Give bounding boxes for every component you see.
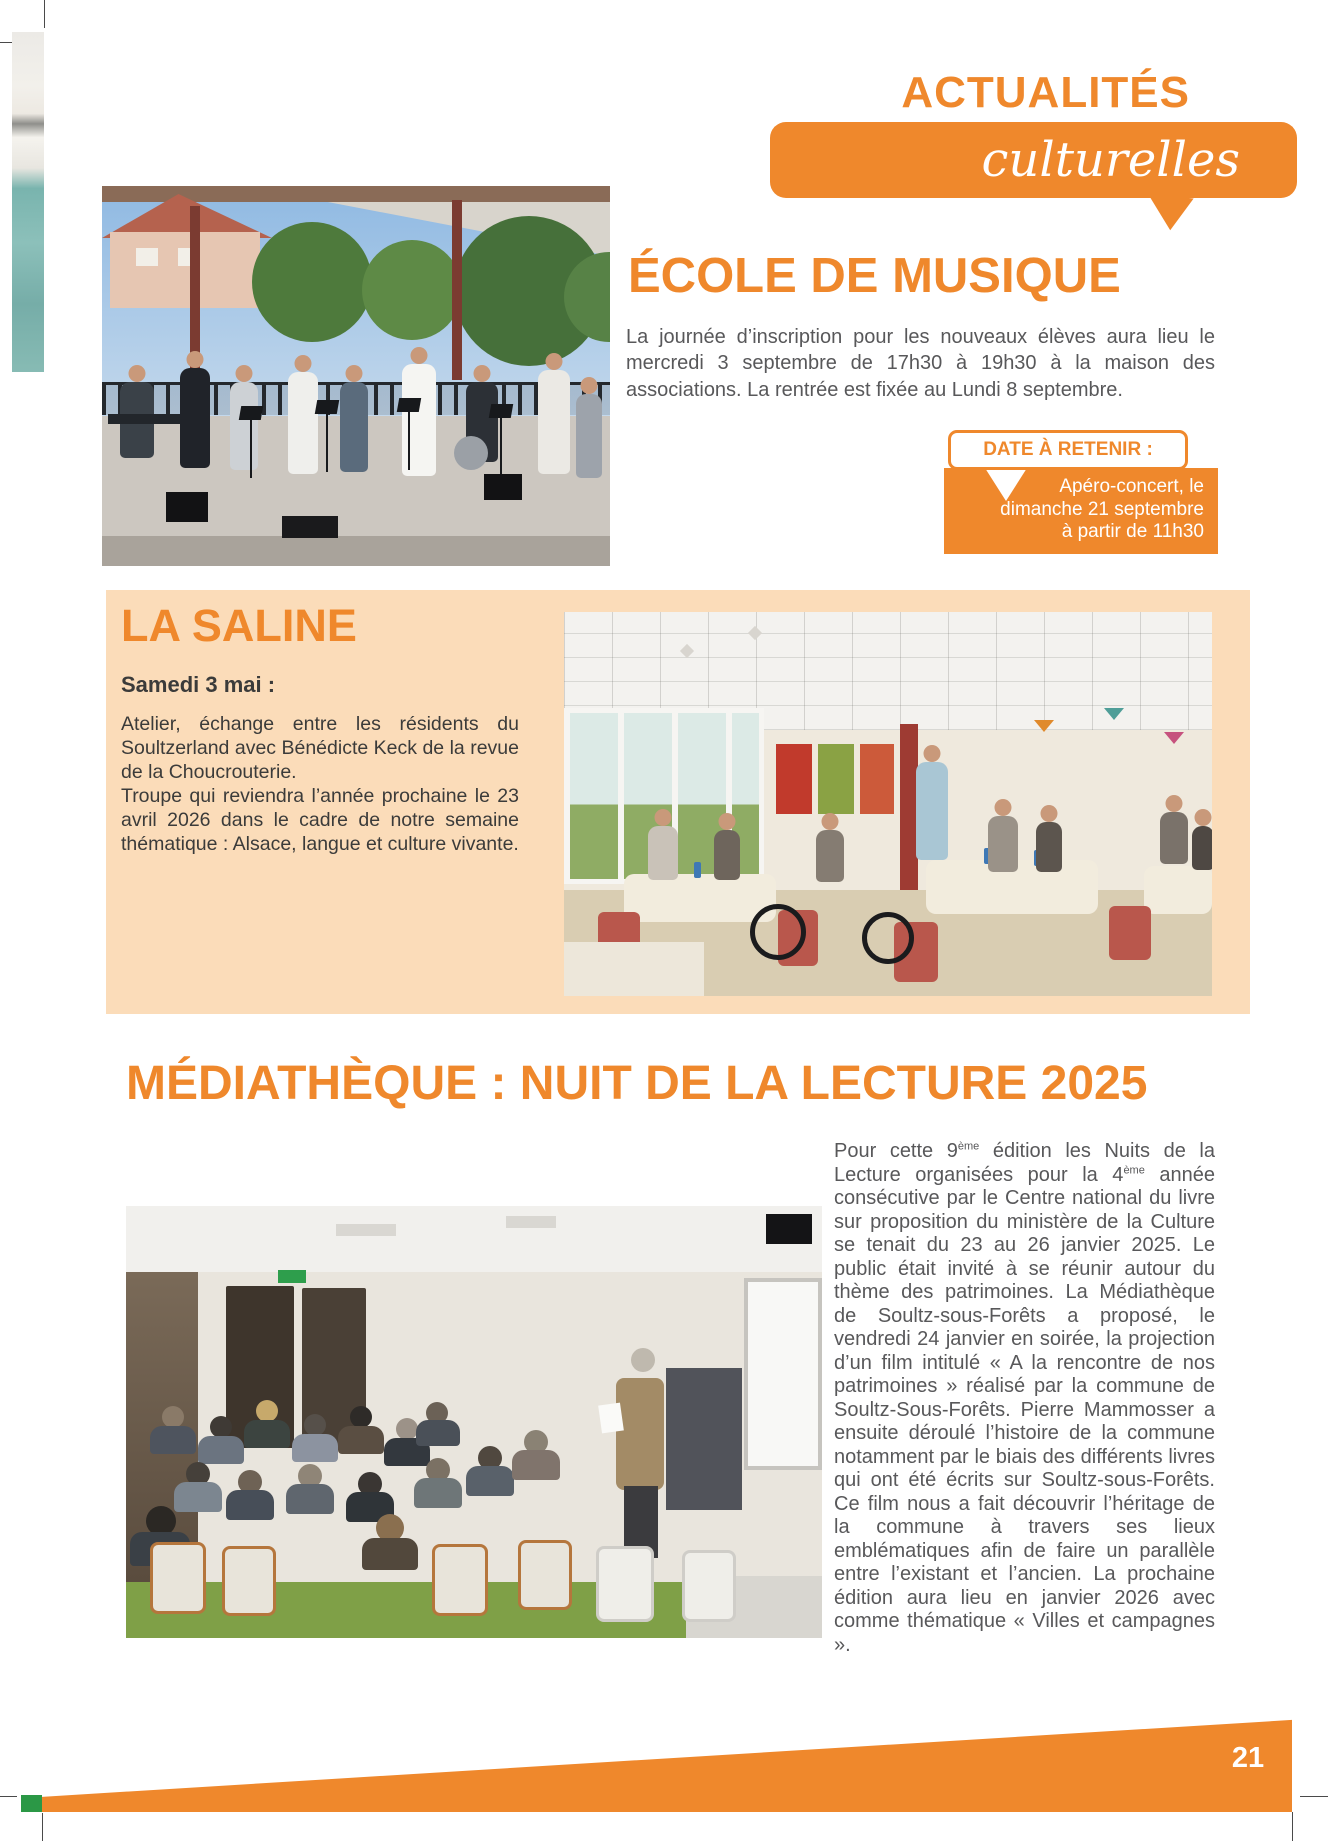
footer-wedge xyxy=(42,1718,1292,1813)
audience-head xyxy=(304,1414,326,1436)
table xyxy=(624,874,776,922)
crop-mark-bottom-left-v xyxy=(42,1813,43,1841)
ceiling-vent xyxy=(336,1224,396,1236)
audience-head xyxy=(350,1406,372,1428)
mediatheque-photo xyxy=(126,1206,822,1638)
crop-mark-bottom-right-h xyxy=(1300,1796,1328,1797)
table xyxy=(1144,866,1212,914)
chair xyxy=(432,1544,488,1616)
audience-shoulders xyxy=(362,1538,418,1570)
footer-green-block xyxy=(21,1795,42,1812)
saline-body-2: Troupe qui reviendra l’année prochaine le 23 avril 2026 dans le cadre de notre semaine thématique : Alsace, langue et culture vivante. xyxy=(121,785,519,855)
keyboard xyxy=(108,414,190,424)
section-title-saline: LA SALINE xyxy=(121,600,357,651)
floor-monitor xyxy=(282,516,338,538)
tree xyxy=(252,222,372,342)
pavement-edge xyxy=(102,536,610,566)
mediatheque-body xyxy=(834,1140,1215,1657)
musician xyxy=(576,394,602,478)
date-line: dimanche 21 septembre xyxy=(1000,498,1204,520)
chair xyxy=(682,1550,736,1622)
presenter-head xyxy=(631,1348,655,1372)
down-arrow-icon xyxy=(985,468,1027,501)
chair xyxy=(150,1542,206,1614)
section-title-ecole: ÉCOLE DE MUSIQUE xyxy=(628,249,1121,303)
audience-shoulders xyxy=(174,1482,222,1512)
seated-resident xyxy=(648,826,678,880)
music-stand xyxy=(250,420,252,478)
crop-mark-bottom-left-h xyxy=(0,1796,17,1797)
wall-art xyxy=(776,744,812,814)
audience-head xyxy=(162,1406,184,1428)
foreground-table xyxy=(564,942,704,996)
seated-resident xyxy=(714,830,740,880)
speaker-box xyxy=(766,1214,812,1244)
musician xyxy=(230,382,258,470)
bubble-tail xyxy=(1144,194,1193,233)
wall-art xyxy=(860,744,894,814)
music-stand xyxy=(408,412,410,470)
seated-resident xyxy=(1036,822,1062,872)
body-text: édition les Nuits de la Lecture organisées pour la 4 xyxy=(834,1140,1216,1186)
house-window xyxy=(136,248,158,266)
audience-head xyxy=(210,1416,232,1438)
presenter-paper xyxy=(598,1403,624,1434)
audience-shoulders xyxy=(338,1426,384,1454)
audience-shoulders xyxy=(292,1434,338,1462)
musician-singer xyxy=(180,368,210,468)
tree xyxy=(362,240,462,340)
audience-shoulders xyxy=(512,1450,560,1480)
audience-head xyxy=(256,1400,278,1422)
ceiling xyxy=(126,1206,822,1272)
chair xyxy=(518,1540,572,1610)
bird-decoration xyxy=(1164,732,1184,744)
chair xyxy=(222,1546,276,1616)
audience-shoulders xyxy=(416,1420,460,1446)
bird-decoration xyxy=(1034,720,1054,732)
musician-flautist xyxy=(538,370,570,474)
seated-resident xyxy=(988,816,1018,872)
audience-shoulders xyxy=(414,1478,462,1508)
musician xyxy=(288,372,318,474)
bird-decoration xyxy=(1104,708,1124,720)
audience-head xyxy=(396,1418,418,1440)
wheelchair-wheel xyxy=(750,904,806,960)
exit-sign xyxy=(278,1270,306,1283)
date-a-retenir-box xyxy=(944,468,1218,554)
presenter-body xyxy=(616,1378,664,1490)
superscript: ème xyxy=(957,1140,980,1153)
band-photo xyxy=(102,186,610,566)
crop-mark-bottom-right-v xyxy=(1292,1812,1293,1841)
bubble-label: culturelles xyxy=(981,132,1240,188)
house xyxy=(110,232,260,308)
audience-shoulders xyxy=(286,1484,334,1514)
audience-shoulders xyxy=(244,1420,290,1448)
speaker-box xyxy=(484,474,522,500)
culturelles-bubble xyxy=(770,122,1297,198)
projection-screen xyxy=(744,1278,822,1470)
music-stand xyxy=(326,414,328,472)
chair xyxy=(596,1546,654,1622)
body-text: année consécutive par le Centre national du livre sur proposition du ministère de la Culture se tenait du 23 au 26 janvier 2025. Le public était invité à se réunir autour du thème des patrimoines. La Médiathèque de Soultz-sous-Forêts a proposé, le vendredi 24 janvier en soirée, la projection d’un film intitulé « A la rencontre de nos patrimoines » réalisé par la commune de Soultz-Sous-Forêts. Pierre Mammosser a ensuite déroulé l’histoire de la commune notamment par le biais des différents livres qui ont été écrits sur Soultz-sous-Forêts. Ce film nous a fait découvrir l’héritage de la commune à travers ses lieux emblématiques afin de faire un parallèle entre l’existant et l’ancien. La prochaine édition aura lieu en janvier 2026 avec comme thématique « Villes et campagnes ». xyxy=(834,1163,1215,1656)
music-stand xyxy=(500,418,502,476)
musician xyxy=(340,382,368,472)
standing-speaker-woman xyxy=(916,762,948,860)
seated-resident xyxy=(816,830,844,882)
saline-photo xyxy=(564,612,1212,996)
ceiling-vent xyxy=(506,1216,556,1228)
date-line: Apéro-concert, le xyxy=(1059,476,1204,497)
audience-shoulders xyxy=(198,1436,244,1464)
water-bottle xyxy=(694,862,701,878)
crop-mark-top-left-v xyxy=(44,0,45,28)
audience-shoulders xyxy=(226,1490,274,1520)
date-line: à partir de 11h30 xyxy=(1061,521,1204,542)
audience-shoulders xyxy=(466,1466,514,1496)
superscript: ème xyxy=(1123,1163,1145,1176)
seated-resident xyxy=(1192,826,1212,870)
section-title-mediatheque: MÉDIATHÈQUE : NUIT DE LA LECTURE 2025 xyxy=(126,1057,1148,1110)
ecole-body: La journée d’inscription pour les nouveaux élèves aura lieu le mercredi 3 septembre de 17h30 à 19h30 à la maison des associations. La rentrée est fixée au Lundi 8 septembre. xyxy=(626,326,1215,401)
page-kicker: ACTUALITÉS xyxy=(901,68,1190,117)
wheelchair-wheel xyxy=(862,912,914,964)
body-text: Pour cette 9 xyxy=(834,1140,958,1162)
saline-body-1: Atelier, échange entre les résidents du Soultzerland avec Bénédicte Keck de la revue de la Choucrouterie. xyxy=(121,713,519,783)
seated-resident xyxy=(1160,812,1188,864)
speaker-box xyxy=(166,492,208,522)
av-cabinet xyxy=(666,1368,742,1510)
audience-shoulders xyxy=(150,1426,196,1454)
left-edge-photo-strip xyxy=(12,32,44,372)
date-a-retenir-label: DATE À RETENIR : xyxy=(948,430,1188,470)
wall-art xyxy=(818,744,854,814)
red-chair xyxy=(1109,906,1151,960)
pavilion-post xyxy=(452,200,462,380)
page-number: 21 xyxy=(1231,1742,1265,1774)
drum xyxy=(454,436,488,470)
saline-date-heading: Samedi 3 mai : xyxy=(121,672,276,697)
